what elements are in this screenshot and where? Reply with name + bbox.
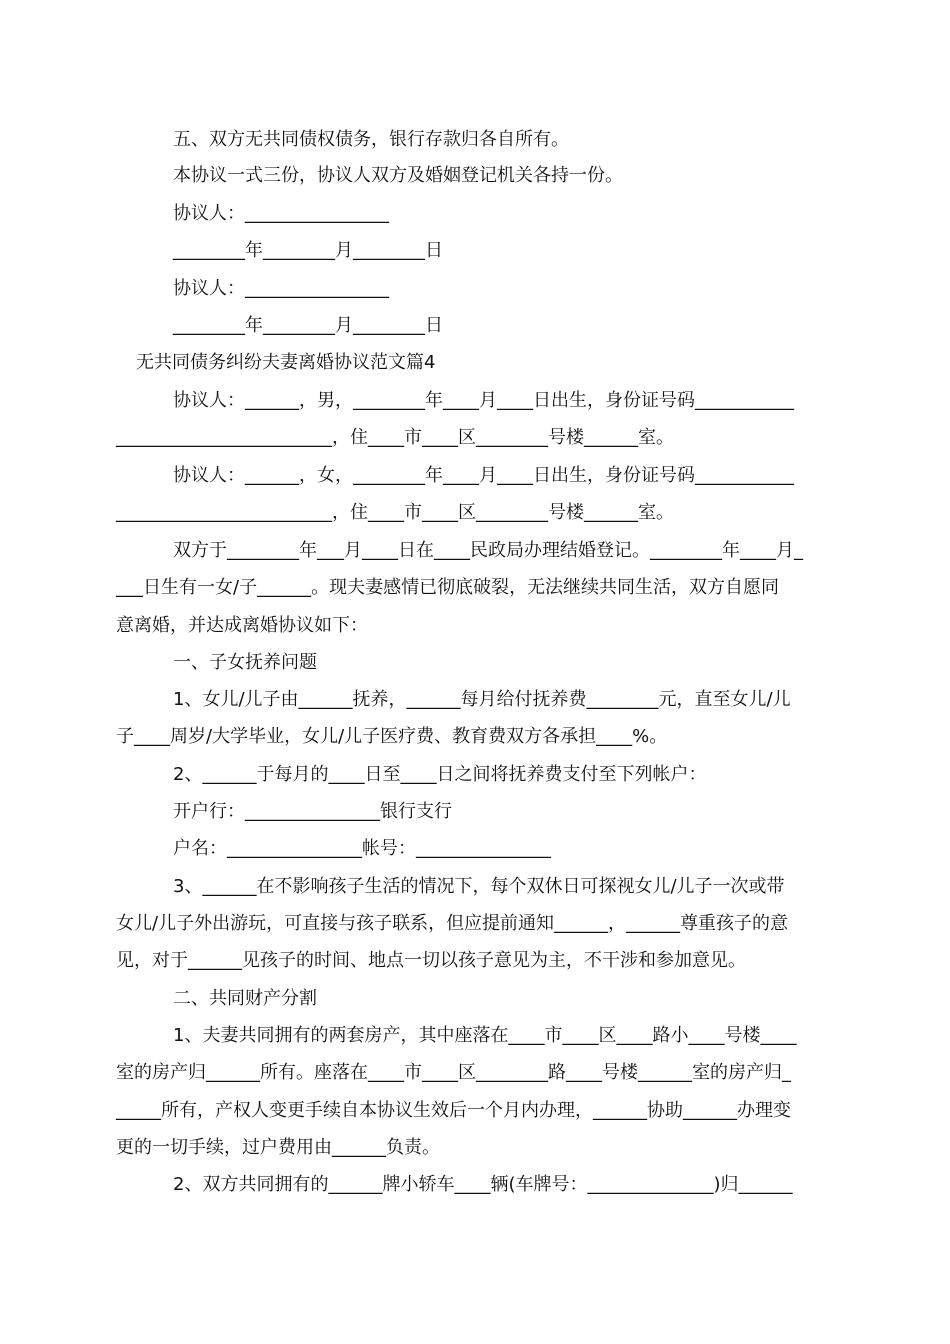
heading-property-division: 二、共同财产分割	[173, 988, 317, 1009]
custody-clause-1-line-2: 子____周岁/大学毕业，女儿/儿子医疗费、教育费双方各承担____%。	[116, 726, 668, 747]
date-line-2: ________年________月________日	[173, 315, 443, 336]
property-clause-1-line-1: 1、夫妻共同拥有的两套房产，其中座落在____市____区____路小____号楼____	[173, 1025, 797, 1046]
copies-note: 本协议一式三份，协议人双方及婚姻登记机关各持一份。	[173, 165, 623, 186]
signatory-line-2: 协议人：________________	[173, 278, 389, 299]
custody-clause-1-line-1: 1、女儿/儿子由______抚养，______每月给付抚养费________元，直至女儿/儿	[173, 689, 791, 710]
marriage-paragraph-line-3: 意离婚，并达成离婚协议如下：	[116, 615, 368, 636]
custody-clause-3-line-1: 3、______在不影响孩子生活的情况下，每个双休日可探视女儿/儿子一次或带	[173, 876, 785, 897]
property-clause-2-line-1: 2、双方共同拥有的______牌小轿车____辆(车牌号：______________)归______	[173, 1174, 793, 1195]
custody-clause-2: 2、______于每月的____日至____日之间将抚养费支付至下列帐户：	[173, 764, 707, 785]
party-female-line-2: ________________________，住____市____区________号楼______室。	[116, 502, 674, 523]
section-title: 无共同债务纠纷夫妻离婚协议范文篇4	[136, 352, 436, 373]
custody-clause-3-line-3: 见，对于______见孩子的时间、地点一切以孩子意见为主，不干涉和参加意见。	[116, 950, 746, 971]
party-female-line-1: 协议人：______，女，________年____月____日出生，身份证号码___________	[173, 465, 794, 486]
account-line: 户名：_______________帐号：_______________	[173, 838, 551, 859]
marriage-paragraph-line-1: 双方于________年___月____日在____民政局办理结婚登记。________年____月_	[173, 540, 803, 561]
clause-5-debts: 五、双方无共同债权债务，银行存款归各自所有。	[173, 129, 569, 150]
party-male-line-2: ________________________，住____市____区________号楼______室。	[116, 427, 674, 448]
marriage-paragraph-line-2: ___日生有一女/子______。现夫妻感情已彻底破裂，无法继续共同生活，双方自愿同	[116, 577, 780, 598]
custody-clause-3-line-2: 女儿/儿子外出游玩，可直接与孩子联系，但应提前通知______，______尊重孩子的意	[116, 913, 789, 934]
date-line-1: ________年________月________日	[173, 240, 443, 261]
signatory-line-1: 协议人：________________	[173, 203, 389, 224]
property-clause-1-line-3: _____所有，产权人变更手续自本协议生效后一个月内办理，______协助______办理变	[116, 1100, 791, 1121]
property-clause-1-line-2: 室的房产归______所有。座落在____市____区________路____号楼______室的房产归_	[116, 1062, 791, 1083]
property-clause-1-line-4: 更的一切手续，过户费用由______负责。	[116, 1137, 440, 1158]
heading-child-custody: 一、子女抚养问题	[173, 652, 317, 673]
party-male-line-1: 协议人：______，男，________年____月____日出生，身份证号码___________	[173, 390, 794, 411]
bank-branch-line: 开户行：_______________银行支行	[173, 801, 452, 822]
